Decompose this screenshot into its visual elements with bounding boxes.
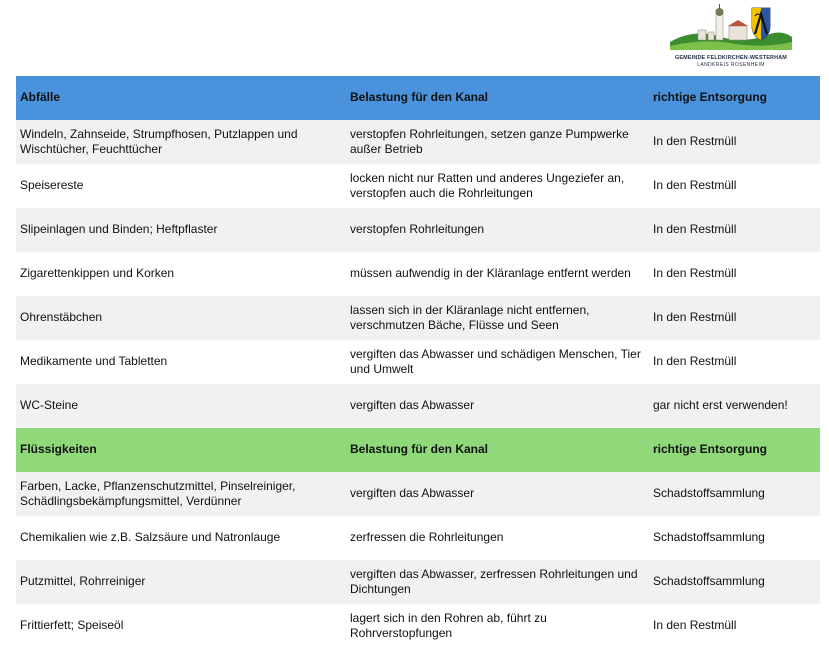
logo-municipality-name: GEMEINDE FELDKIRCHEN-WESTERHAM — [674, 55, 787, 61]
header-disposal: richtige Entsorgung — [649, 76, 820, 120]
disposal-cell: In den Restmüll — [649, 340, 820, 384]
header-category: Flüssigkeiten — [16, 428, 346, 472]
item-cell: WC-Steine — [16, 384, 346, 428]
disposal-cell: In den Restmüll — [649, 252, 820, 296]
disposal-cell: In den Restmüll — [649, 604, 820, 648]
item-cell: Ohrenstäbchen — [16, 296, 346, 340]
table-row — [16, 164, 820, 208]
impact-cell: müssen aufwendig in der Kläranlage entfernt werden — [346, 252, 649, 296]
header-disposal: richtige Entsorgung — [649, 428, 820, 472]
disposal-cell: Schadstoffsammlung — [649, 516, 820, 560]
table-row — [16, 472, 820, 516]
disposal-cell: In den Restmüll — [649, 296, 820, 340]
item-cell: Farben, Lacke, Pflanzenschutzmittel, Pinselreiniger, Schädlingsbekämpfungsmittel, Verdünner — [16, 472, 346, 516]
impact-cell: lassen sich in der Kläranlage nicht entfernen, verschmutzen Bäche, Flüsse und Seen — [346, 296, 649, 340]
item-cell: Chemikalien wie z.B. Salzsäure und Natronlauge — [16, 516, 346, 560]
table-row — [16, 208, 820, 252]
disposal-cell: In den Restmüll — [649, 208, 820, 252]
table-header-waste — [16, 76, 820, 120]
waste-disposal-table — [16, 76, 820, 648]
impact-cell: verstopfen Rohrleitungen — [346, 208, 649, 252]
impact-cell: vergiften das Abwasser und schädigen Menschen, Tier und Umwelt — [346, 340, 649, 384]
table-row — [16, 604, 820, 648]
table-row — [16, 516, 820, 560]
header-sewer-impact: Belastung für den Kanal — [346, 428, 649, 472]
impact-cell: vergiften das Abwasser — [346, 384, 649, 428]
table-header-liquids — [16, 428, 820, 472]
item-cell: Windeln, Zahnseide, Strumpfhosen, Putzlappen und Wischtücher, Feuchttücher — [16, 120, 346, 164]
impact-cell: lagert sich in den Rohren ab, führt zu Rohrverstopfungen — [346, 604, 649, 648]
municipality-logo — [666, 4, 796, 68]
item-cell: Zigarettenkippen und Korken — [16, 252, 346, 296]
item-cell: Slipeinlagen und Binden; Heftpflaster — [16, 208, 346, 252]
disposal-cell: gar nicht erst verwenden! — [649, 384, 820, 428]
disposal-cell: Schadstoffsammlung — [649, 560, 820, 604]
logo-emblem-icon — [666, 4, 796, 54]
logo-district-name: LANDKREIS ROSENHEIM — [697, 62, 765, 68]
item-cell: Speisereste — [16, 164, 346, 208]
item-cell: Putzmittel, Rohrreiniger — [16, 560, 346, 604]
table-row — [16, 560, 820, 604]
table-row — [16, 384, 820, 428]
item-cell: Medikamente und Tabletten — [16, 340, 346, 384]
table-row — [16, 120, 820, 164]
disposal-cell: In den Restmüll — [649, 164, 820, 208]
item-cell: Frittierfett; Speiseöl — [16, 604, 346, 648]
table-row — [16, 252, 820, 296]
disposal-cell: In den Restmüll — [649, 120, 820, 164]
table-row — [16, 340, 820, 384]
impact-cell: verstopfen Rohrleitungen, setzen ganze Pumpwerke außer Betrieb — [346, 120, 649, 164]
impact-cell: vergiften das Abwasser — [346, 472, 649, 516]
header-sewer-impact: Belastung für den Kanal — [346, 76, 649, 120]
header-category: Abfälle — [16, 76, 346, 120]
impact-cell: vergiften das Abwasser, zerfressen Rohrleitungen und Dichtungen — [346, 560, 649, 604]
impact-cell: zerfressen die Rohrleitungen — [346, 516, 649, 560]
impact-cell: locken nicht nur Ratten und anderes Ungeziefer an, verstopfen auch die Rohrleitungen — [346, 164, 649, 208]
table-row — [16, 296, 820, 340]
disposal-cell: Schadstoffsammlung — [649, 472, 820, 516]
